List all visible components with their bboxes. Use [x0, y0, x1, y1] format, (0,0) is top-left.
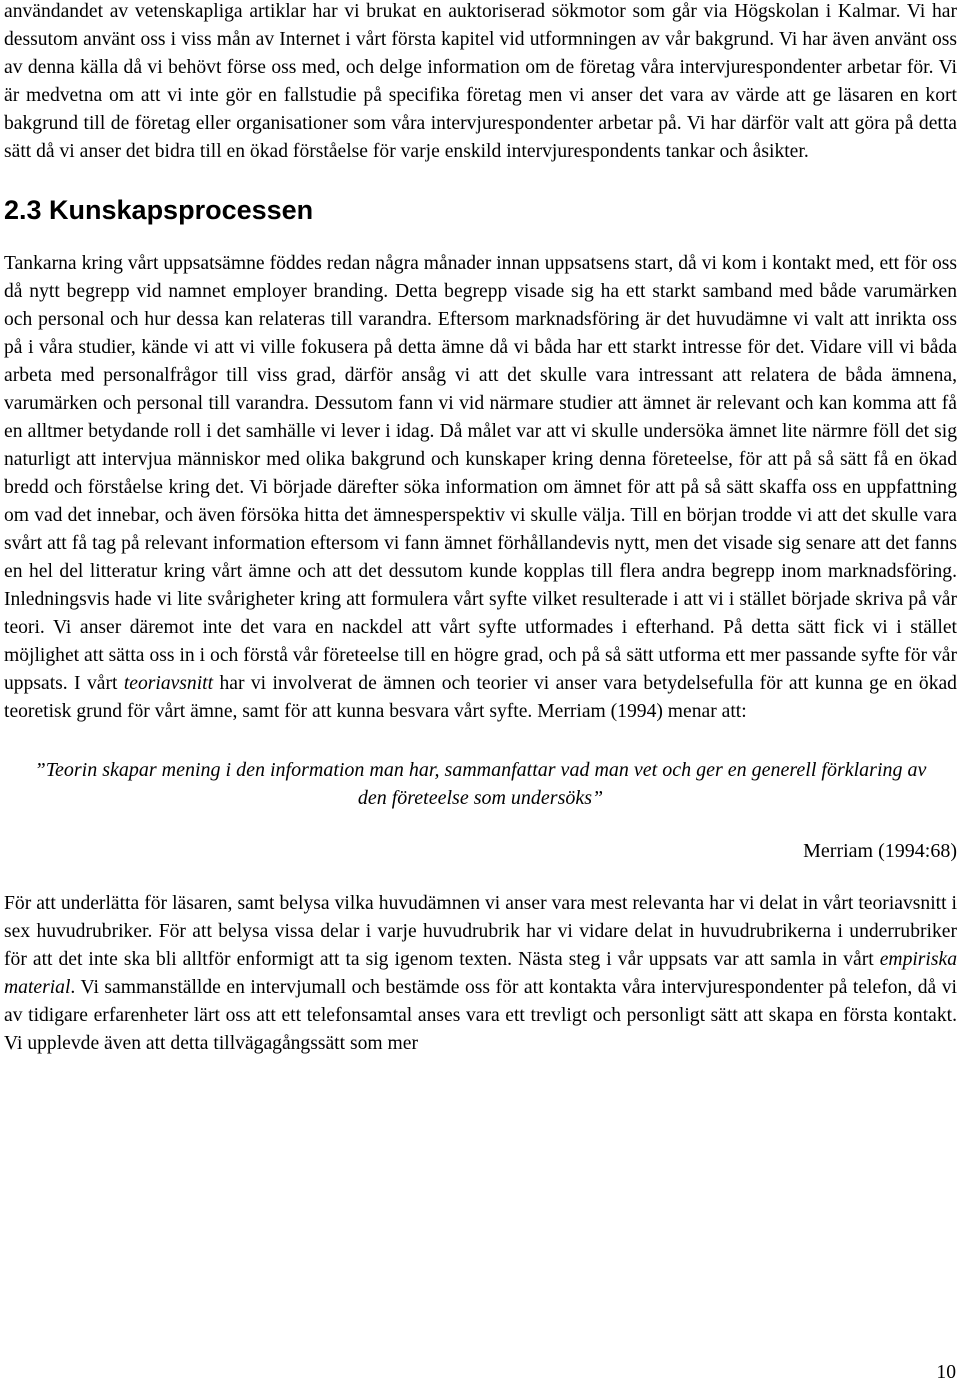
main-paragraph: [4, 250, 957, 726]
section-heading: 2.3 Kunskapsprocessen: [4, 195, 314, 225]
document-page: [4, 0, 957, 1058]
closing-text-part2: . Vi sammanställde en intervjumall och bestämde oss för att kontakta våra intervjurespondenter på telefon, då vi av tidigare erfarenheter lärt oss att ett telefonsamtal anses vara ett trevligt och personligt sätt att skapa en första kontakt. Vi upplevde även att detta tillvägagångssätt som mer: [4, 977, 957, 1054]
closing-paragraph: [4, 890, 957, 1058]
quote-citation: Merriam (1994:68): [803, 840, 957, 862]
intro-paragraph: användandet av vetenskapliga artiklar har vi brukat en auktoriserad sökmotor som går via Högskolan i Kalmar. Vi har dessutom använt oss i viss mån av Internet i vårt första kapitel vid utformningen av vår bakgrund. Vi har även använt oss av denna källa då vi behövt förse oss med, och delge information om de företag våra intervjurespondenter arbetar för. Vi är medvetna om att vi inte gör en fallstudie på specifika företag men vi anser det vara av värde att ge läsaren en kort bakgrund till de företag eller organisationer som våra intervjurespondenter arbetar på. Vi har därför valt att göra på detta sätt då vi anser det bidra till en ökad förståelse för varje enskild intervjurespondents tankar och åsikter.: [4, 1, 957, 162]
main-emphasis-term: teoriavsnitt: [123, 673, 214, 694]
closing-emphasis-term: empiriska material: [4, 949, 957, 998]
main-text-part1: Tankarna kring vårt uppsatsämne föddes redan några månader innan uppsatsens start, då vi kom i kontakt med, ett för oss då nytt begrepp vid namnet employer branding. Detta begrepp visade sig ha ett starkt samband med både varumärken och personal och hur dessa kan relateras till varandra. Eftersom marknadsföring är det huvudämne vi valt att inrikta oss på i våra studier, kände vi att vi ville fokusera på detta ämne då vi båda har ett starkt intresse för det. Vidare vill vi båda arbeta med personalfrågor till viss grad, därför ansåg vi att det skulle vara intressant att relatera de båda ämnena, varumärken och personal till varandra. Dessutom fann vi vid närmare studier att ämnet är relevant och kan komma att få en alltmer betydande roll i det samhälle vi lever i idag. Då målet var att vi skulle undersöka ämnet lite närmre föll det sig naturligt att intervjua människor med olika bakgrund och kunskaper kring denna företeelse, för att på så sätt få en ökad bredd och förståelse kring det. Vi började därefter söka information om ämnet för att på så sätt skaffa oss en uppfattning om vad det innebar, och även försöka hitta det ämnesperspektiv vi skulle välja. Till en början trodde vi att det skulle vara svårt att få tag på relevant information eftersom vi fann ämnet förhållandevis nytt, men det visade sig senare att det fanns en hel del litteratur kring vårt ämne och att det dessutom kunde kopplas till flera andra begrepp inom marknadsföring. Inledningsvis hade vi lite svårigheter kring att formulera vårt syfte vilket resulterade i att vi i stället började skriva på vår teori. Vi anser däremot inte det vara en nackdel att vårt syfte utformades i efterhand. På detta sätt fick vi i stället möjlighet att sätta oss in i och förstå vår företeelse till en högre grad, och på så sätt utforma ett mer passande syfte för vår uppsats. I vårt: [4, 253, 957, 694]
main-text-part2: har vi involverat de ämnen och teorier vi anser vara betydelsefulla för att kunna ge en ökad teoretisk grund för vårt ämne, samt för att kunna besvara vårt syfte. Merriam (1994) menar att:: [4, 673, 957, 722]
closing-text-part1: För att underlätta för läsaren, samt belysa vilka huvudämnen vi anser vara mest relevanta har vi delat in vårt teoriavsnitt i sex huvudrubriker. För att belysa vissa delar i varje huvudrubrik har vi vidare delat in huvudrubrikerna i underrubriker för att det inte ska bli alltför enformigt att ta sig igenom texten. Nästa steg i vår uppsats var att samla in vårt: [4, 893, 957, 970]
block-quote: ”Teorin skapar mening i den information man har, sammanfattar vad man vet och ger en generell förklaring av den företeelse som undersöks”: [34, 759, 927, 809]
page-number: 10: [936, 1362, 956, 1383]
